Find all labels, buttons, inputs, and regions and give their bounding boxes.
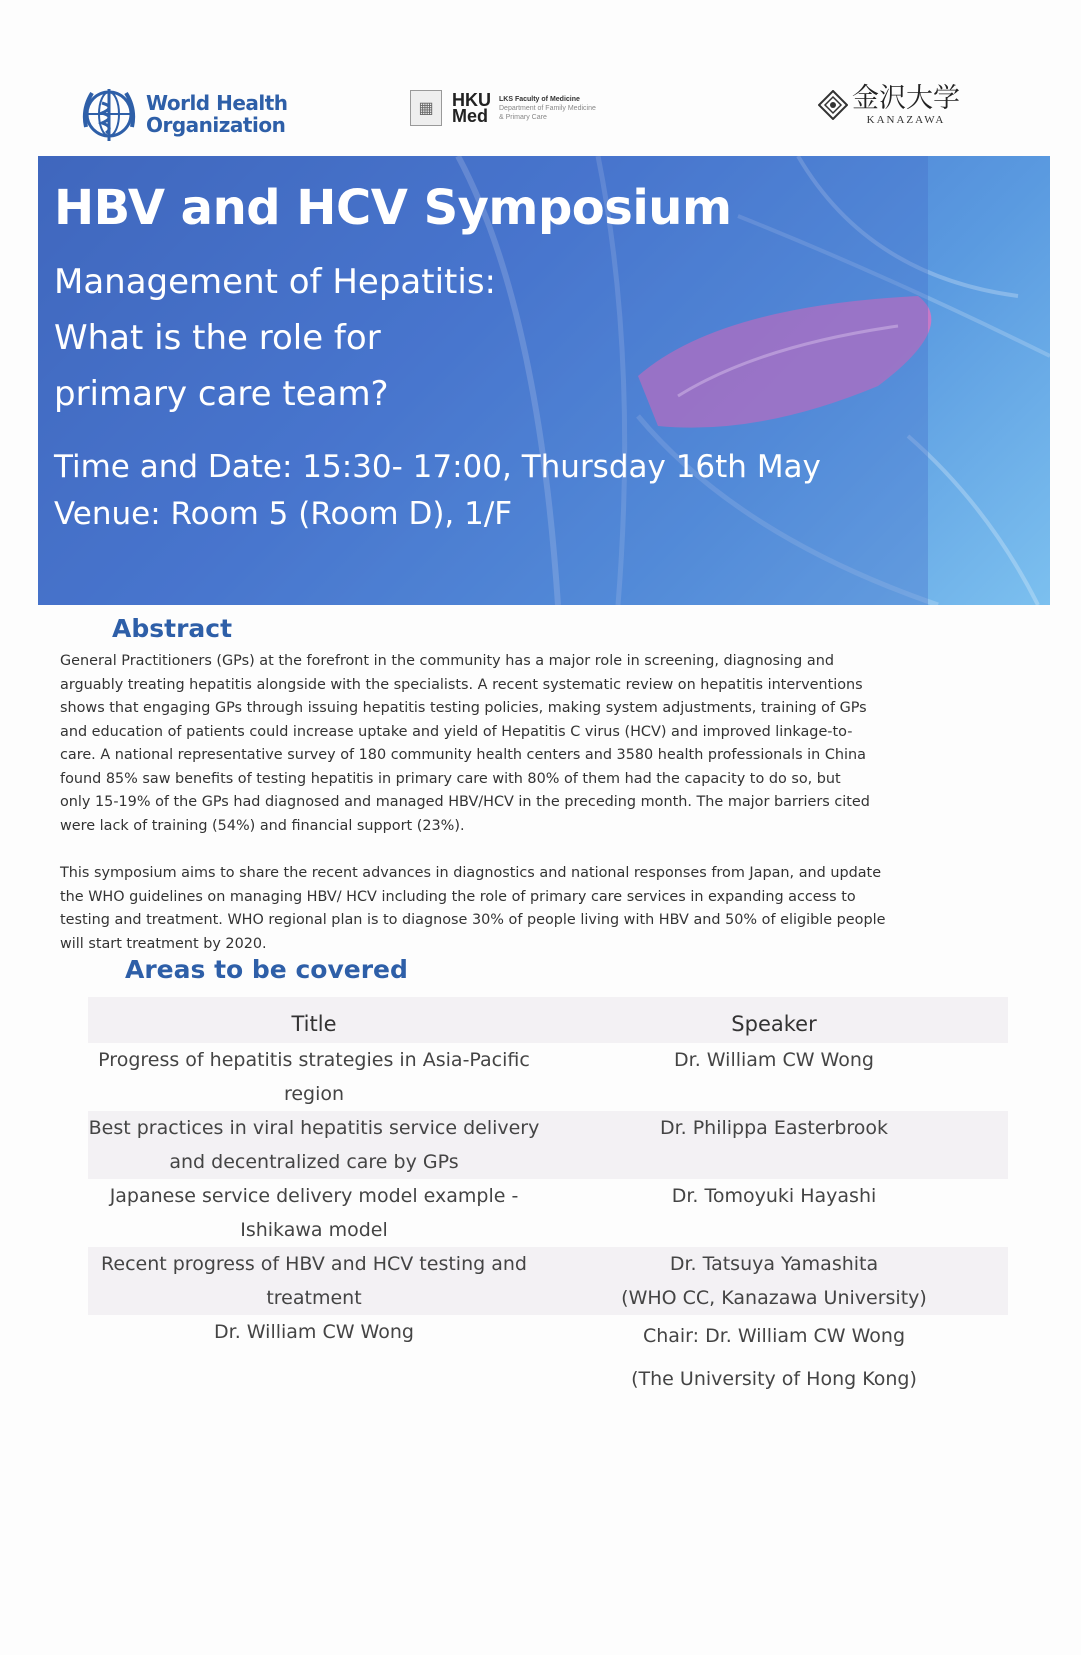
row-speaker [540,1315,1008,1401]
row-speaker [540,1043,1008,1111]
row-title-line: Dr. William CW Wong [214,1321,414,1343]
abstract-line: only 15-19% of the GPs had diagnosed and managed HBV/HCV in the preceding month. The major barriers cited [60,794,870,810]
row-speaker-line: (WHO CC, Kanazawa University) [621,1287,927,1309]
who-line-2: Organization [146,113,286,137]
row-title-line: Progress of hepatitis strategies in Asia-Pacific [98,1049,530,1071]
abstract-paragraph-1 [60,650,870,838]
table-row [88,1043,1008,1111]
row-speaker-line: Dr. William CW Wong [674,1049,874,1071]
kanazawa-logo [818,84,960,126]
row-title [88,1315,540,1401]
subtitle-line-3: primary care team? [54,374,389,414]
table-row [88,1179,1008,1247]
who-logo [78,83,288,145]
abstract-line: found 85% saw benefits of testing hepatitis in primary care with 80% of them had the capacity to do so, but [60,770,841,787]
row-title [88,1247,540,1315]
row-title-line: Japanese service delivery model example - [109,1185,519,1207]
table-row [88,1247,1008,1315]
row-title-line: and decentralized care by GPs [169,1151,459,1173]
areas-heading: Areas to be covered [125,955,408,984]
subtitle-line-2: What is the role for [54,318,381,358]
row-speaker-line: Chair: Dr. William CW Wong [642,1325,906,1347]
row-title [88,1179,540,1247]
hku-crest-icon: ▦ [410,90,442,126]
abstract-line: shows that engaging GPs through issuing hepatitis testing policies, making system adjustments, training of GPs [60,700,867,716]
row-speaker-line: (The University of Hong Kong) [631,1368,917,1390]
row-title [88,1111,540,1179]
agenda-table [88,997,1008,1401]
row-title-line: Recent progress of HBV and HCV testing and [101,1253,527,1275]
kanazawa-en: KANAZAWA [866,114,946,126]
abstract-line: will start treatment by 2020. [60,935,267,952]
abstract-line: This symposium aims to share the recent advances in diagnostics and national responses from Japan, and update [60,865,882,881]
row-speaker-line: Dr. Philippa Easterbrook [659,1117,889,1139]
table-row [88,1111,1008,1179]
subtitle-line-1: Management of Hepatitis: [54,262,496,302]
row-title-line: Best practices in viral hepatitis service delivery [88,1117,540,1139]
hku-logo [410,90,596,126]
table-header-row [88,997,1008,1043]
abstract-line: testing and treatment. WHO regional plan is to diagnose 30% of people living with HBV and 50% of eligible people [60,912,886,928]
abstract-line: were lack of training (54%) and financial support (23%). [60,817,465,834]
column-header-title: Title [291,1012,337,1036]
abstract-line: care. A national representative survey of 180 community health centers and 3580 health professionals in China [60,747,866,763]
hku-main-1: HKU [452,90,491,110]
abstract-heading: Abstract [112,614,233,643]
hku-sub-1: LKS Faculty of Medicine [499,95,580,103]
abstract-line: arguably treating hepatitis alongside with the specialists. A recent systematic review on hepatitis interventions [60,676,863,693]
hku-main-2: Med [452,106,488,126]
kanazawa-jp: 金沢大学 [852,83,960,114]
who-line-1: World Health [146,91,288,115]
hku-sub-2: Department of Family Medicine [499,104,596,112]
hku-sub-3: & Primary Care [499,113,547,121]
row-speaker-line: Dr. Tomoyuki Hayashi [671,1185,877,1207]
abstract-line: General Practitioners (GPs) at the forefront in the community has a major role in screening, diagnosing and [60,653,834,669]
row-speaker [540,1179,1008,1247]
row-title [88,1043,540,1111]
column-header-speaker: Speaker [731,1012,817,1036]
abstract-paragraph-2 [60,862,885,956]
row-speaker-line: Dr. Tatsuya Yamashita [669,1253,879,1275]
row-speaker [540,1247,1008,1315]
venue: Venue: Room 5 (Room D), 1/F [54,496,513,532]
row-title-line: region [283,1083,345,1105]
time-and-date: Time and Date: 15:30- 17:00, Thursday 16th May [54,449,821,485]
page-title: HBV and HCV Symposium [54,180,732,236]
row-title-line: Ishikawa model [240,1219,388,1241]
kanazawa-emblem-icon [818,90,848,120]
abstract-line: and education of patients could increase uptake and yield of Hepatitis C virus (HCV) and improved linkage-to- [60,723,853,740]
abstract-line: the WHO guidelines on managing HBV/ HCV including the role of primary care services in expanding access to [60,888,856,905]
row-speaker [540,1111,1008,1179]
row-title-line: treatment [266,1287,362,1309]
who-emblem-icon [78,83,140,145]
hero-banner [38,156,1050,605]
logo-bar [0,78,1081,148]
table-row [88,1315,1008,1401]
